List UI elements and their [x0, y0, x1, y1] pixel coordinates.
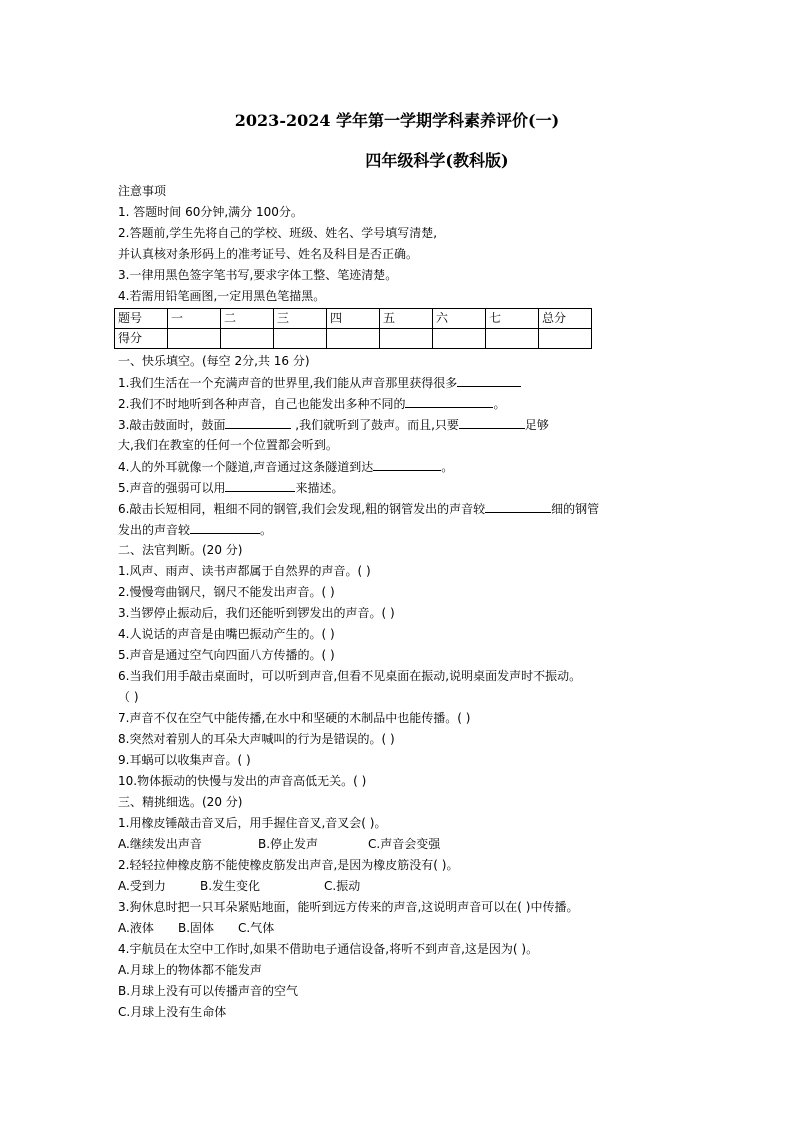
answer-blank[interactable] [485, 498, 551, 513]
judge-question: 8.突然对着别人的耳朵大声喊叫的行为是错误的。( ) [118, 732, 395, 746]
choice-option[interactable]: B.月球上没有可以传播声音的空气 [118, 984, 299, 998]
fill-question-3 [118, 414, 678, 435]
section1-heading: 一、快乐填空。(每空 2分,共 16 分) [118, 354, 310, 368]
score-col-3: 三 [274, 309, 327, 329]
score-table-score-row [115, 329, 592, 349]
choice-option[interactable]: B.固体 [178, 921, 215, 935]
choice-option[interactable]: C.声音会变强 [368, 837, 441, 851]
choice-option[interactable]: C.月球上没有生命体 [118, 1005, 227, 1019]
answer-blank[interactable] [225, 414, 291, 429]
score-col-7: 七 [486, 309, 539, 329]
question-text: 细的钢管 [551, 502, 600, 516]
note-item: 并认真核对条形码上的准考证号、姓名及科目是否正确。 [118, 247, 419, 261]
page-title: 2023-2024 学年第一学期学科素养评价(一) [234, 111, 560, 130]
notes-heading: 注意事项 [118, 184, 167, 198]
fill-question-3-cont: 大,我们在教室的任何一个位置都会听到。 [118, 438, 338, 452]
exam-content [118, 181, 678, 1023]
score-col-5: 五 [380, 309, 433, 329]
question-text: 6.敲击长短相同，粗细不同的钢管,我们会发现,粗的钢管发出的声音较 [118, 502, 486, 516]
answer-blank[interactable] [405, 393, 493, 408]
choice-option[interactable]: B.发生变化 [200, 879, 261, 893]
section2-heading: 二、法官判断。(20 分) [118, 543, 243, 557]
judge-question: 2.慢慢弯曲钢尺，钢尺不能发出声音。( ) [118, 585, 335, 599]
fill-question-4 [118, 456, 678, 477]
score-table-header-row [115, 309, 592, 329]
question-text: 来描述。 [295, 481, 344, 495]
answer-blank[interactable] [190, 519, 260, 534]
judge-question: 5.声音是通过空气向四面八方传播的。( ) [118, 648, 335, 662]
score-col-1: 一 [168, 309, 221, 329]
fill-question-2 [118, 393, 678, 414]
note-item: 3.一律用黑色签字笔书写,要求字体工整、笔迹清楚。 [118, 268, 398, 282]
score-cell[interactable] [221, 329, 274, 349]
choice-option[interactable]: C.振动 [324, 879, 361, 893]
answer-blank[interactable] [373, 456, 441, 471]
choice-option[interactable]: A.受到力 [118, 879, 166, 893]
question-text: 3.敲击鼓面时，鼓面 [118, 418, 226, 432]
score-cell[interactable] [274, 329, 327, 349]
note-item: 1. 答题时间 60分钟,满分 100分。 [118, 205, 303, 219]
judge-question: 6.当我们用手敲击桌面时，可以听到声音,但看不见桌面在振动,说明桌面发声时不振动。 [118, 669, 582, 683]
question-text: ,我们就听到了鼓声。而且,只要 [291, 418, 459, 432]
choice-option[interactable]: A.继续发出声音 [118, 837, 202, 851]
choice-option[interactable]: A.液体 [118, 921, 154, 935]
page-subtitle: 四年级科学(教科版) [365, 151, 509, 170]
question-text: 。 [260, 523, 273, 537]
score-cell[interactable] [486, 329, 539, 349]
choice-question-2: 2.轻轻拉伸橡皮筋不能使橡皮筋发出声音,是因为橡皮筋没有( )。 [118, 858, 459, 872]
score-cell[interactable] [433, 329, 486, 349]
question-text: 发出的声音较 [118, 523, 191, 537]
score-cell[interactable] [168, 329, 221, 349]
fill-question-6-cont [118, 519, 678, 540]
judge-question: 4.人说话的声音是由嘴巴振动产生的。( ) [118, 627, 335, 641]
judge-question: 3.当锣停止振动后，我们还能听到锣发出的声音。( ) [118, 606, 395, 620]
section3-heading: 三、精挑细选。(20 分) [118, 795, 243, 809]
judge-question: 10.物体振动的快慢与发出的声音高低无关。( ) [118, 774, 367, 788]
judge-question-cont: （ ) [118, 690, 139, 704]
answer-blank[interactable] [225, 477, 295, 492]
note-item: 4.若需用铅笔画图,一定用黑色笔描黑。 [118, 289, 326, 303]
score-col-6: 六 [433, 309, 486, 329]
choice-question-1: 1.用橡皮锤敲击音叉后，用手握住音叉,音叉会( )。 [118, 816, 387, 830]
judge-question: 7.声音不仅在空气中能传播,在水中和坚硬的木制品中也能传播。( ) [118, 711, 471, 725]
fill-question-1 [118, 372, 678, 393]
score-col-2: 二 [221, 309, 274, 329]
fill-question-6 [118, 498, 678, 519]
choice-options-1 [118, 834, 678, 855]
choice-option[interactable]: B.停止发声 [258, 837, 319, 851]
question-text: 2.我们不时地听到各种声音，自己也能发出多种不同的 [118, 397, 406, 411]
score-table [114, 308, 592, 349]
question-text: 足够 [524, 418, 549, 432]
question-text: 。 [441, 460, 454, 474]
score-col-4: 四 [327, 309, 380, 329]
question-text: 。 [493, 397, 506, 411]
choice-option[interactable]: A.月球上的物体都不能发声 [118, 963, 262, 977]
fill-question-5 [118, 477, 678, 498]
judge-question: 1.风声、雨声、读书声都属于自然界的声音。( ) [118, 564, 371, 578]
score-col-total: 总分 [539, 309, 592, 329]
score-cell[interactable] [380, 329, 433, 349]
choice-question-4: 4.宇航员在太空中工作时,如果不借助电子通信设备,将听不到声音,这是因为( )。 [118, 942, 539, 956]
question-text: 1.我们生活在一个充满声音的世界里,我们能从声音那里获得很多 [118, 376, 458, 390]
judge-question: 9.耳蜗可以收集声音。( ) [118, 753, 251, 767]
choice-options-2 [118, 876, 678, 897]
note-item: 2.答题前,学生先将自己的学校、班级、姓名、学号填写清楚, [118, 226, 438, 240]
answer-blank[interactable] [459, 414, 525, 429]
question-text: 5.声音的强弱可以用 [118, 481, 226, 495]
choice-option[interactable]: C.气体 [238, 921, 275, 935]
score-cell[interactable] [327, 329, 380, 349]
question-text: 4.人的外耳就像一个隧道,声音通过这条隧道到达 [118, 460, 374, 474]
score-cell[interactable] [539, 329, 592, 349]
choice-question-3: 3.狗休息时把一只耳朵紧贴地面，能听到远方传来的声音,这说明声音可以在( )中传播。 [118, 900, 579, 914]
score-row-label: 得分 [115, 329, 168, 349]
answer-blank[interactable] [457, 372, 521, 387]
score-table-row-header: 题号 [115, 309, 168, 329]
choice-options-3 [118, 918, 678, 939]
